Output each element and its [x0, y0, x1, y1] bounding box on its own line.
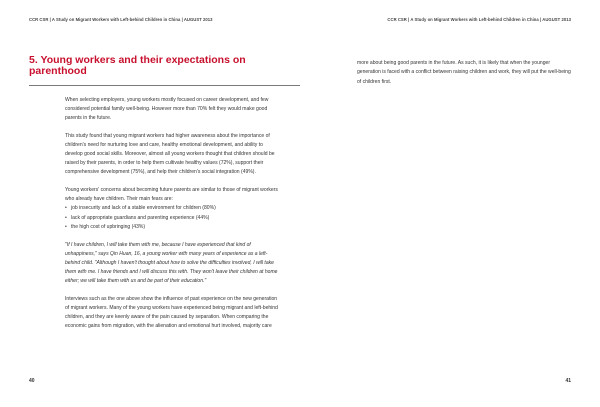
- running-head-left: CCR CSR | A Study on Migrant Workers with Left-behind Children in China | AUGUST 2013: [29, 17, 213, 22]
- bullet-marker: •: [65, 223, 67, 230]
- list-item-text: lack of appropriate guardians and parenting experience (44%): [71, 214, 210, 221]
- concerns-list: [65, 204, 280, 231]
- paragraph-concerns: Young workers' concerns about becoming future parents are similar to those of migrant workers who already have children. Their main fears are:: [65, 187, 278, 203]
- paragraph-continuation: more about being good parents in the future. As such, it is likely that when the younger generation is faced with a conflict between raising children and work, they will put the well-being of children first.: [357, 60, 571, 85]
- left-body-text: [65, 96, 280, 340]
- paragraph-awareness: This study found that young migrant workers had higher awareness about the importance of children's need for nurturing love and care, healthy emotional development, and ability to develop good social skills. Moreover, almost all young workers thought that children should be raised by their parents, in order to help them cultivate healthy values (72%), support their comprehensive development (75%), and help their children's social integration (49%).: [65, 133, 275, 176]
- list-item: [65, 223, 280, 232]
- list-item: [65, 204, 280, 213]
- page-number-right: 41: [565, 378, 571, 384]
- list-item: [65, 214, 280, 223]
- bullet-marker: •: [65, 214, 67, 221]
- running-head-right: CCR CSR | A Study on Migrant Workers with Left-behind Children in China | AUGUST 2013: [387, 17, 571, 22]
- title-divider: [29, 85, 300, 86]
- page-number-left: 40: [29, 378, 35, 384]
- right-body-text: [357, 59, 572, 87]
- interview-quote: "If I have children, I will take them with me, because I have experienced that kind of unhappiness," says Qin Huan, 16, a young worker with many years of experience as a left-behind child. "Although I haven't thought about how to solve the difficulties involved, I will take them with me. I have friends and I will discuss this with. They won't leave their children at home either; we will take them with us and be part of their education.": [65, 241, 278, 284]
- paragraph-interviews: Interviews such as the one above show the influence of past experience on the new generation of migrant workers. Many of the young workers have experienced being migrant and left-behind children, and they are keenly aware of the pain caused by separation. When comparing the economic gains from migration, with the alienation and emotional hurt involved, majority care: [65, 295, 278, 329]
- list-item-text: job insecurity and lack of a stable environment for children (80%): [71, 205, 216, 212]
- section-title: 5. Young workers and their expectations on parenthood: [29, 54, 246, 77]
- paragraph-employer-selection: When selecting employers, young workers mostly focused on career development, and few considered potential family well-being. However more than 70% felt they would make good parents in the future.: [65, 97, 269, 122]
- bullet-marker: •: [65, 205, 67, 212]
- list-item-text: the high cost of upbringing (43%): [71, 223, 146, 230]
